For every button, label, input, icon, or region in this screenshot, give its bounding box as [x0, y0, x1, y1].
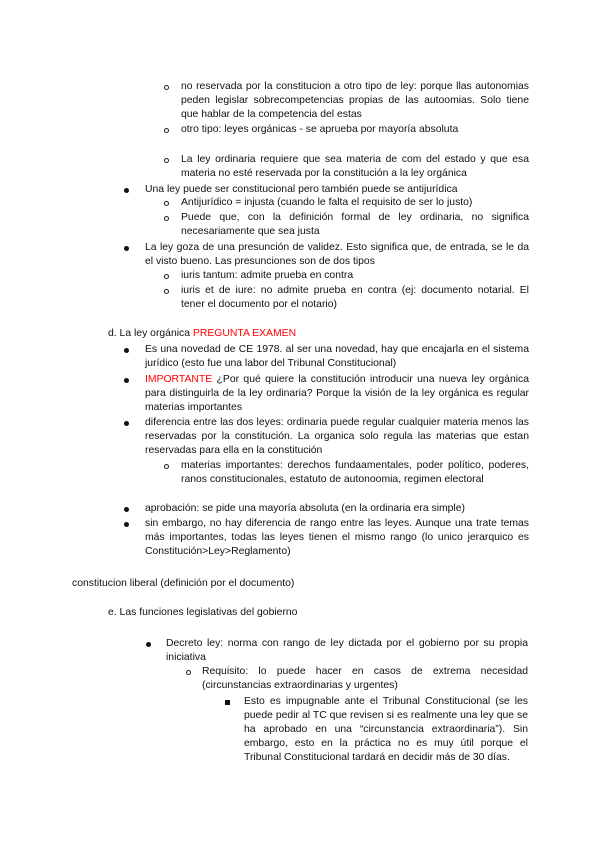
- hollow-circle-bullet-icon: [164, 464, 169, 469]
- bullet-text: Una ley puede ser constitucional pero también puede se antijurídica: [145, 184, 458, 195]
- bullet-text: Es una novedad de CE 1978. al ser una novedad, hay que encajarla en el sistema jurídico (esto fue una labor del Tribunal Constitucional): [145, 344, 529, 369]
- bullet-text: diferencia entre las dos leyes: ordinaria puede regular cualquier materia menos las reservadas por la constitución. La organica solo regula las materias que estan reservadas para ella en la constitución: [145, 417, 529, 456]
- section-heading-d: [108, 327, 528, 341]
- bullet-text: iuris tantum: admite prueba en contra: [181, 270, 354, 281]
- hollow-circle-bullet-icon: [164, 289, 169, 294]
- bullet-dot-icon: [146, 642, 151, 647]
- bullet-text: no reservada por la constitucion a otro tipo de ley: porque llas autonomias peden legislar sobrecompetencias propias de las autoomias. Solo tiene que hablar de la competencia del estas: [181, 81, 529, 120]
- bullet-text: otro tipo: leyes orgánicas - se aprueba por mayoría absoluta: [181, 124, 459, 135]
- bullet-dot-icon: [124, 421, 129, 426]
- bullet-dot-icon: [124, 378, 129, 383]
- hollow-circle-bullet-icon: [164, 85, 169, 90]
- bullet-dot-icon: [124, 348, 129, 353]
- bullet-text: Puede que, con la definición formal de ley ordinaria, no significa necesariamente que sea justa: [181, 212, 529, 237]
- bullet-dot-icon: [124, 246, 129, 251]
- hollow-circle-bullet-icon: [164, 216, 169, 221]
- section-heading-e: e. Las funciones legislativas del gobierno: [108, 607, 298, 618]
- bullet-text-body: ¿Por qué quiere la constitución introducir una nueva ley orgánica para distinguirla de la ley ordinaria? Porque la visión de la ley orgánica es regular materias importantes: [145, 374, 530, 413]
- body-text: constitucion liberal (definición por el documento): [72, 578, 295, 589]
- hollow-circle-bullet-icon: [164, 274, 169, 279]
- bullet-text: [145, 373, 529, 415]
- bullet-text: iuris et de iure: no admite prueba en contra (ej: documento notarial. El tener el documento por el notario): [181, 285, 529, 310]
- heading-text: d. La ley orgánica: [108, 328, 191, 339]
- hollow-circle-bullet-icon: [186, 670, 191, 675]
- bullet-text: La ley ordinaria requiere que sea materia de com del estado y que esa materia no esté reservada por la constitución a la ley orgánica: [181, 154, 529, 179]
- bullet-text: aprobación: se pide una mayoría absoluta (en la ordinaria era simple): [145, 503, 465, 514]
- bullet-dot-icon: [124, 507, 129, 512]
- bullet-text: Decreto ley: norma con rango de ley dictada por el gobierno por su propia iniciativa: [166, 638, 528, 663]
- bullet-dot-icon: [124, 188, 129, 193]
- exam-question-tag: PREGUNTA EXAMEN: [192, 328, 297, 339]
- bullet-text: La ley goza de una presunción de validez. Esto significa que, de entrada, se le da el visto bueno. Las presunciones son de dos tipos: [145, 242, 529, 267]
- bullet-text: Antijurídico = injusta (cuando le falta el requisito de ser lo justo): [181, 197, 473, 208]
- bullet-text: sin embargo, no hay diferencia de rango entre las leyes. Aunque una trate temas más importantes, todas las leyes tienen el mismo rango (lo unico jerarquico es Constitución>Ley>Reglamento): [145, 518, 529, 557]
- important-tag: IMPORTANTE: [145, 374, 213, 385]
- bullet-text: Esto es impugnable ante el Tribunal Constitucional (se les puede pedir al TC que revisen si es realmente una ley que se ha aprobado en una “circunstancia extraordinaria”). Sin embargo, esto en la práctica no es muy útil porque el Tribunal Constitucional tardará en decidir más de 30 días.: [244, 696, 528, 763]
- bullet-dot-icon: [124, 522, 129, 527]
- hollow-circle-bullet-icon: [164, 201, 169, 206]
- hollow-circle-bullet-icon: [164, 158, 169, 163]
- hollow-circle-bullet-icon: [164, 128, 169, 133]
- bullet-text: Requisito: lo puede hacer en casos de extrema necesidad (circunstancias extraordinarias y urgentes): [202, 666, 528, 691]
- square-bullet-icon: [225, 700, 230, 705]
- bullet-text: materias importantes: derechos fundaamentales, poder político, poderes, ranos constitucionales, estatuto de autonoomia, regimen electoral: [181, 460, 529, 485]
